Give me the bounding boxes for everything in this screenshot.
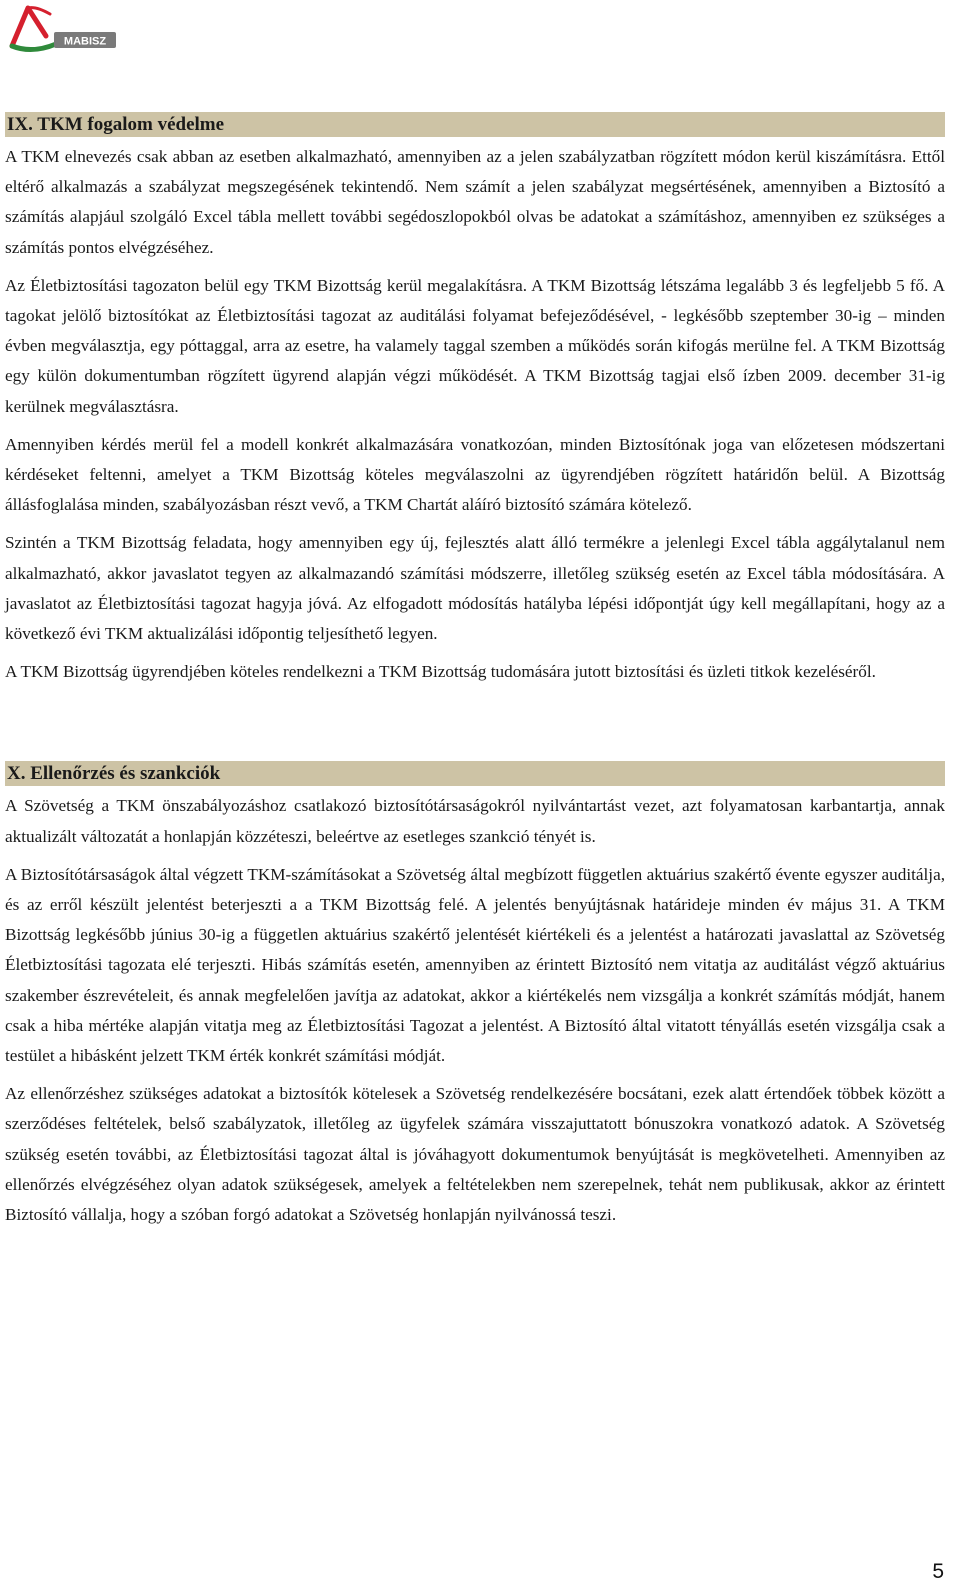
section-heading-tkm-protection: IX. TKM fogalom védelme [5, 112, 945, 137]
section-heading-control-sanctions: X. Ellenőrzés és szankciók [5, 761, 945, 786]
paragraph: Az Életbiztosítási tagozaton belül egy TKM Bizottság kerül megalakításra. A TKM Bizottság létszáma legalább 3 és legfeljebb 5 fő. A tagokat jelölő biztosítókat az Életbiztosítási tagozat az auditálási folyamat befejeződésével, - legkésőbb szeptember 30-ig – minden évben megválasztja, egy póttaggal, arra az esetre, ha valamely taggal szemben a működés során kifogás merülne fel. A TKM Bizottság egy külön dokumentumban rögzített ügyrend alapján végzi működését. A TKM Bizottság tagjai első ízben 2009. december 31-ig kerülnek megválasztásra. [5, 275, 945, 416]
paragraph: A Biztosítótársaságok által végzett TKM-számításokat a Szövetség által megbízott független aktuárius szakértő évente egyszer auditálja, és az erről készült jelentést beterjeszti a a TKM Bizottság felé. A jelentés benyújtásnak határideje minden év május 31. A TKM Bizottság legkésőbb június 30-ig a független aktuárius szakértő jelentését kiértékeli és a jelentést a határozati javaslattal az Szövetség Életbiztosítási tagozata elé terjeszti. Hibás számítás esetén, amennyiben az érintett Biztosító nem vitatja az auditálást végző aktuárius szakember észrevételeit, és annak megfelelően javítja az adatokat, akkor a kiértékelés nem vizsgálja a konkrét számítás módját, hanem csak a hiba mértéke alapján vitatja meg az Életbiztosítási Tagozat a jelentést. A Biztosító által vitatott tényállás esetén vizsgálja csak a testület a hibásként jelzett TKM érték konkrét számítási módját. [5, 864, 945, 1066]
logo-wordmark: MABISZ [63, 35, 107, 48]
paragraph: A Szövetség a TKM önszabályozáshoz csatlakozó biztosítótársaságokról nyilvántartást vezet, azt folyamatosan karbantartja, annak aktualizált változatát a honlapján közzéteszi, beleértve az esetleges szankció tényét is. [5, 796, 945, 846]
paragraph: Az ellenőrzéshez szükséges adatokat a biztosítók kötelesek a Szövetség rendelkezésére bocsátani, ezek alatt értendőek többek között a szerződéses feltételek, belső szabályzatok, illetőleg az ügyfelek számára visszajuttatott bónuszokra vonatkozó adatok. A Szövetség szükség esetén további, az Életbiztosítási tagozat által is jóváhagyott dokumentumok benyújtását is megkövetelheti. Amennyiben az ellenőrzés elvégzéséhez olyan adatok szükségesek, amelyek a feltételekben nem szerepelnek, tehát nem publikusak, akkor az érintett Biztosító vállalja, hogy a szóban forgó adatokat a Szövetség honlapján nyilvánossá teszi. [5, 1084, 945, 1225]
paragraph: A TKM Bizottság ügyrendjében köteles rendelkezni a TKM Bizottság tudomására jutott biztosítási és üzleti titkok kezeléséről. [5, 662, 876, 682]
page-number: 5 [932, 1560, 944, 1583]
paragraph: Amennyiben kérdés merül fel a modell konkrét alkalmazására vonatkozóan, minden Biztosítónak joga van előzetesen módszertani kérdéseket feltenni, amelyet a TKM Bizottság köteles megválaszolni az ügyrendjében rögzített határidőn belül. A Bizottság állásfoglalása minden, szabályozásban részt vevő, a TKM Chartát aláíró biztosító számára kötelező. [5, 434, 945, 515]
paragraph: Szintén a TKM Bizottság feladata, hogy amennyiben egy új, fejlesztés alatt álló termékre a jelenlegi Excel tábla aggálytalanul nem alkalmazható, akkor javaslatot tegyen az alkalmazandó számítási módszerre, illetőleg szükség esetén az Excel tábla módosítására. A javaslatot az Életbiztosítási tagozat hagyja jóvá. Az elfogadott módosítás hatályba lépési időpontját úgy kell megállapítani, hogy az a következő évi TKM aktualizálási időpontig teljesíthető legyen. [5, 533, 945, 644]
mabisz-logo-icon [6, 2, 118, 54]
document-page [5, 112, 945, 1238]
mabisz-logo [6, 2, 118, 54]
paragraph: A TKM elnevezés csak abban az esetben alkalmazható, amennyiben az a jelen szabályzatban rögzített módon kerül kiszámításra. Ettől eltérő alkalmazás a szabályzat megszegésének tekintendő. Nem számít a jelen szabályzat megsértésének, amennyiben a Biztosító a számítás alapjául szolgáló Excel tábla mellett további segédoszlopokból olvas be adatokat a számításhoz, amennyiben ez szükséges a számítás pontos elvégzéséhez. [5, 147, 945, 257]
